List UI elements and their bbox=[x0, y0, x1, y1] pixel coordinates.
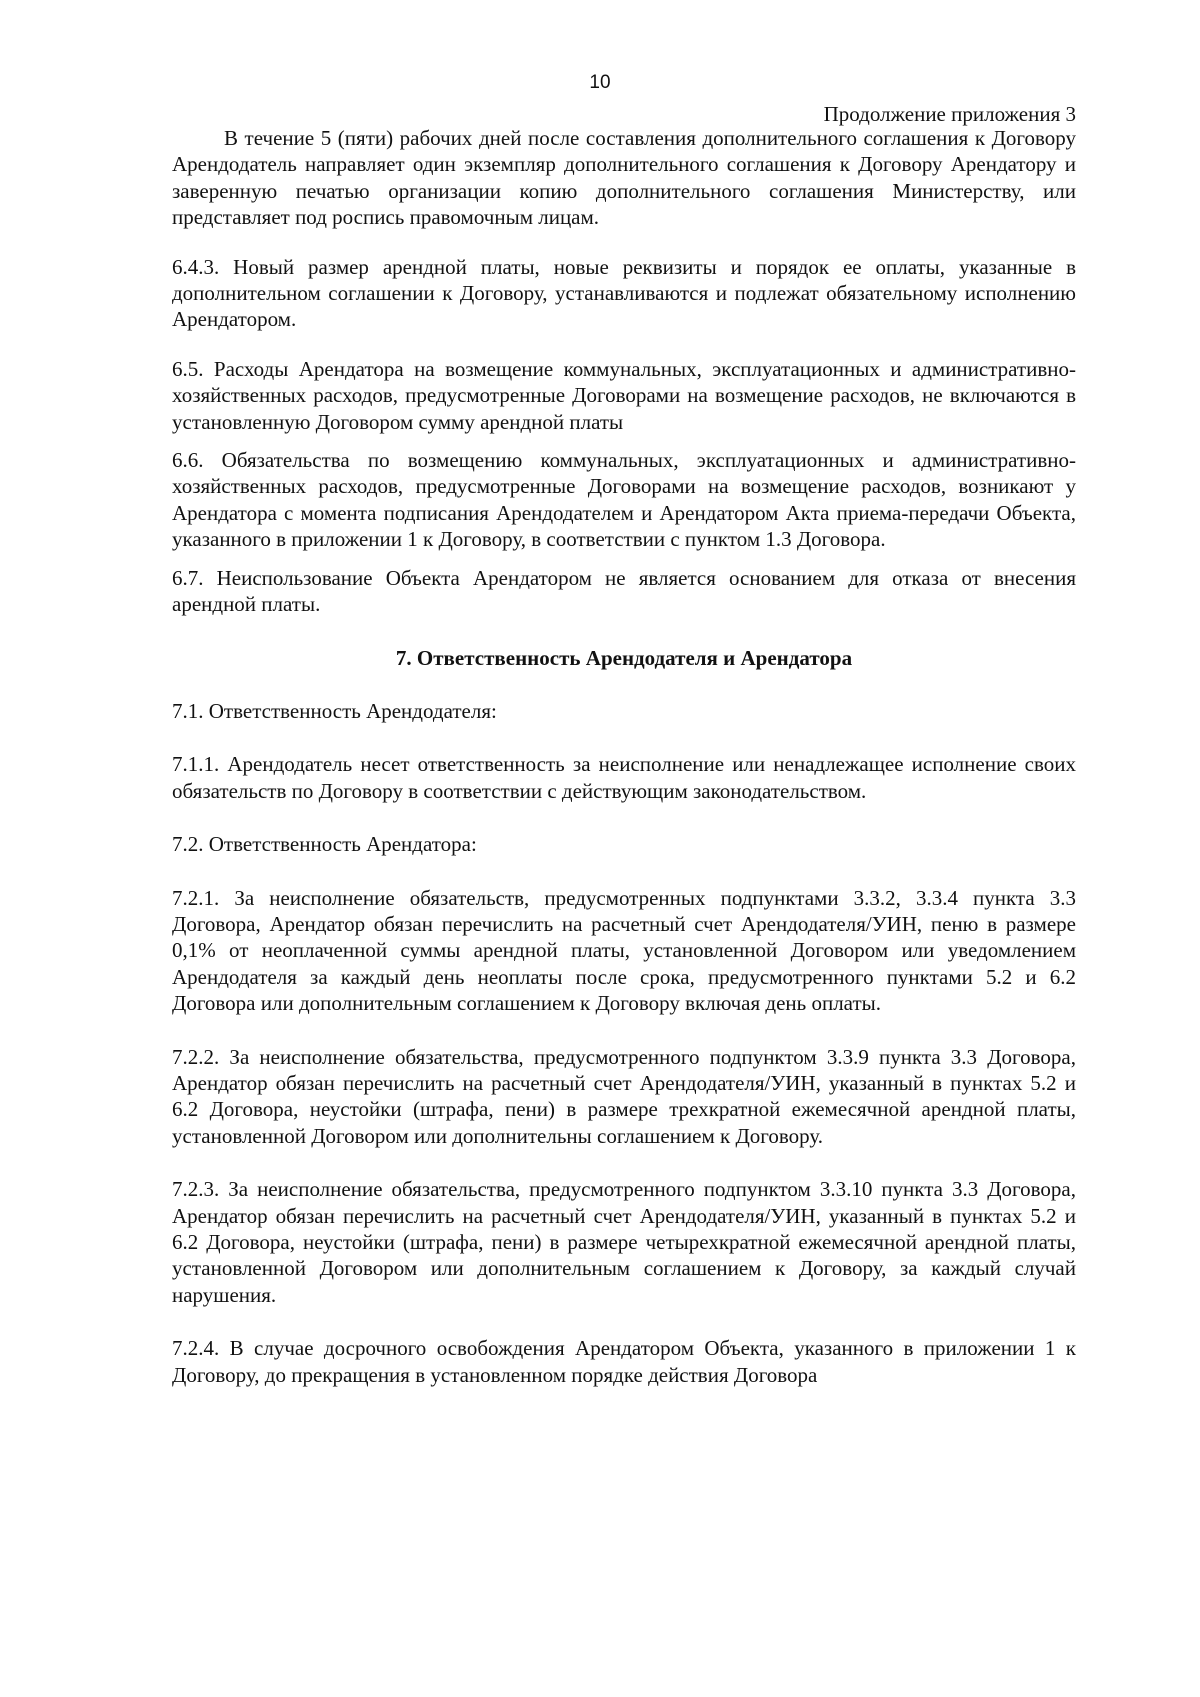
appendix-note: Продолжение приложения 3 bbox=[823, 102, 1076, 126]
clause-7-2: 7.2. Ответственность Арендатора: bbox=[172, 832, 477, 857]
page-number: 10 bbox=[589, 72, 611, 93]
clause-7-1: 7.1. Ответственность Арендодателя: bbox=[172, 698, 497, 723]
clause-7-1-1: 7.1.1. Арендодатель несет ответственность за неисполнение или ненадлежащее исполнение своих обязательств по Договору в соответствии с действующим законодательством. bbox=[172, 752, 1076, 803]
paragraph-additional-agreement: В течение 5 (пяти) рабочих дней после составления дополнительного соглашения к Договору Арендодатель направляет один экземпляр дополнительного соглашения к Договору Арендатору и заверенную печатью организации копию дополнительного соглашения Министерству, или представляет под роспись правомочным лицам. bbox=[172, 126, 1076, 230]
clause-7-2-4: 7.2.4. В случае досрочного освобождения Арендатором Объекта, указанного в приложении 1 к Договору, до прекращения в установленном порядке действия Договора bbox=[172, 1336, 1076, 1387]
clause-7-2-1: 7.2.1. За неисполнение обязательств, предусмотренных подпунктами 3.3.2, 3.3.4 пункта 3.3 Договора, Арендатор обязан перечислить на расчетный счет Арендодателя/УИН, пеню в размере 0,1% от неоплаченной суммы арендной платы, установленной Договором или уведомлением Арендодателя за каждый день неоплаты после срока, предусмотренного пунктами 5.2 и 6.2 Договора или дополнительным соглашением к Договору включая день оплаты. bbox=[172, 885, 1076, 1016]
document-body bbox=[172, 125, 1076, 1388]
clause-6-5: 6.5. Расходы Арендатора на возмещение коммунальных, эксплуатационных и административно-хозяйственных расходов, предусмотренные Договорами на возмещение расходов, не включаются в установленную Договором сумму арендной платы bbox=[172, 356, 1076, 434]
clause-6-6: 6.6. Обязательства по возмещению коммунальных, эксплуатационных и административно-хозяйственных расходов, предусмотренные Договорами на возмещение расходов, возникают у Арендатора с момента подписания Арендодателем и Арендатором Акта приема-передачи Объекта, указанного в приложении 1 к Договору, в соответствии с пунктом 1.3 Договора. bbox=[172, 448, 1076, 552]
section-7-heading: 7. Ответственность Арендодателя и Арендатора bbox=[395, 645, 853, 670]
clause-7-2-2: 7.2.2. За неисполнение обязательства, предусмотренного подпунктом 3.3.9 пункта 3.3 Договора, Арендатор обязан перечислить на расчетный счет Арендодателя/УИН, указанный в пунктах 5.2 и 6.2 Договора, неустойки (штрафа, пени) в размере трехкратной ежемесячной арендной платы, установленной Договором или дополнительны соглашением к Договору. bbox=[172, 1044, 1076, 1148]
clause-7-2-3: 7.2.3. За неисполнение обязательства, предусмотренного подпунктом 3.3.10 пункта 3.3 Договора, Арендатор обязан перечислить на расчетный счет Арендодателя/УИН, указанный в пунктах 5.2 и 6.2 Договора, неустойки (штрафа, пени) в размере четырехкратной ежемесячной арендной платы, установленной Договором или дополнительным соглашением к Договору, за каждый случай нарушения. bbox=[172, 1177, 1076, 1307]
clause-6-4-3: 6.4.3. Новый размер арендной платы, новые реквизиты и порядок ее оплаты, указанные в дополнительном соглашении к Договору, устанавливаются и подлежат обязательному исполнению Арендатором. bbox=[172, 254, 1076, 332]
clause-6-7: 6.7. Неиспользование Объекта Арендатором не является основанием для отказа от внесения арендной платы. bbox=[172, 565, 1076, 617]
